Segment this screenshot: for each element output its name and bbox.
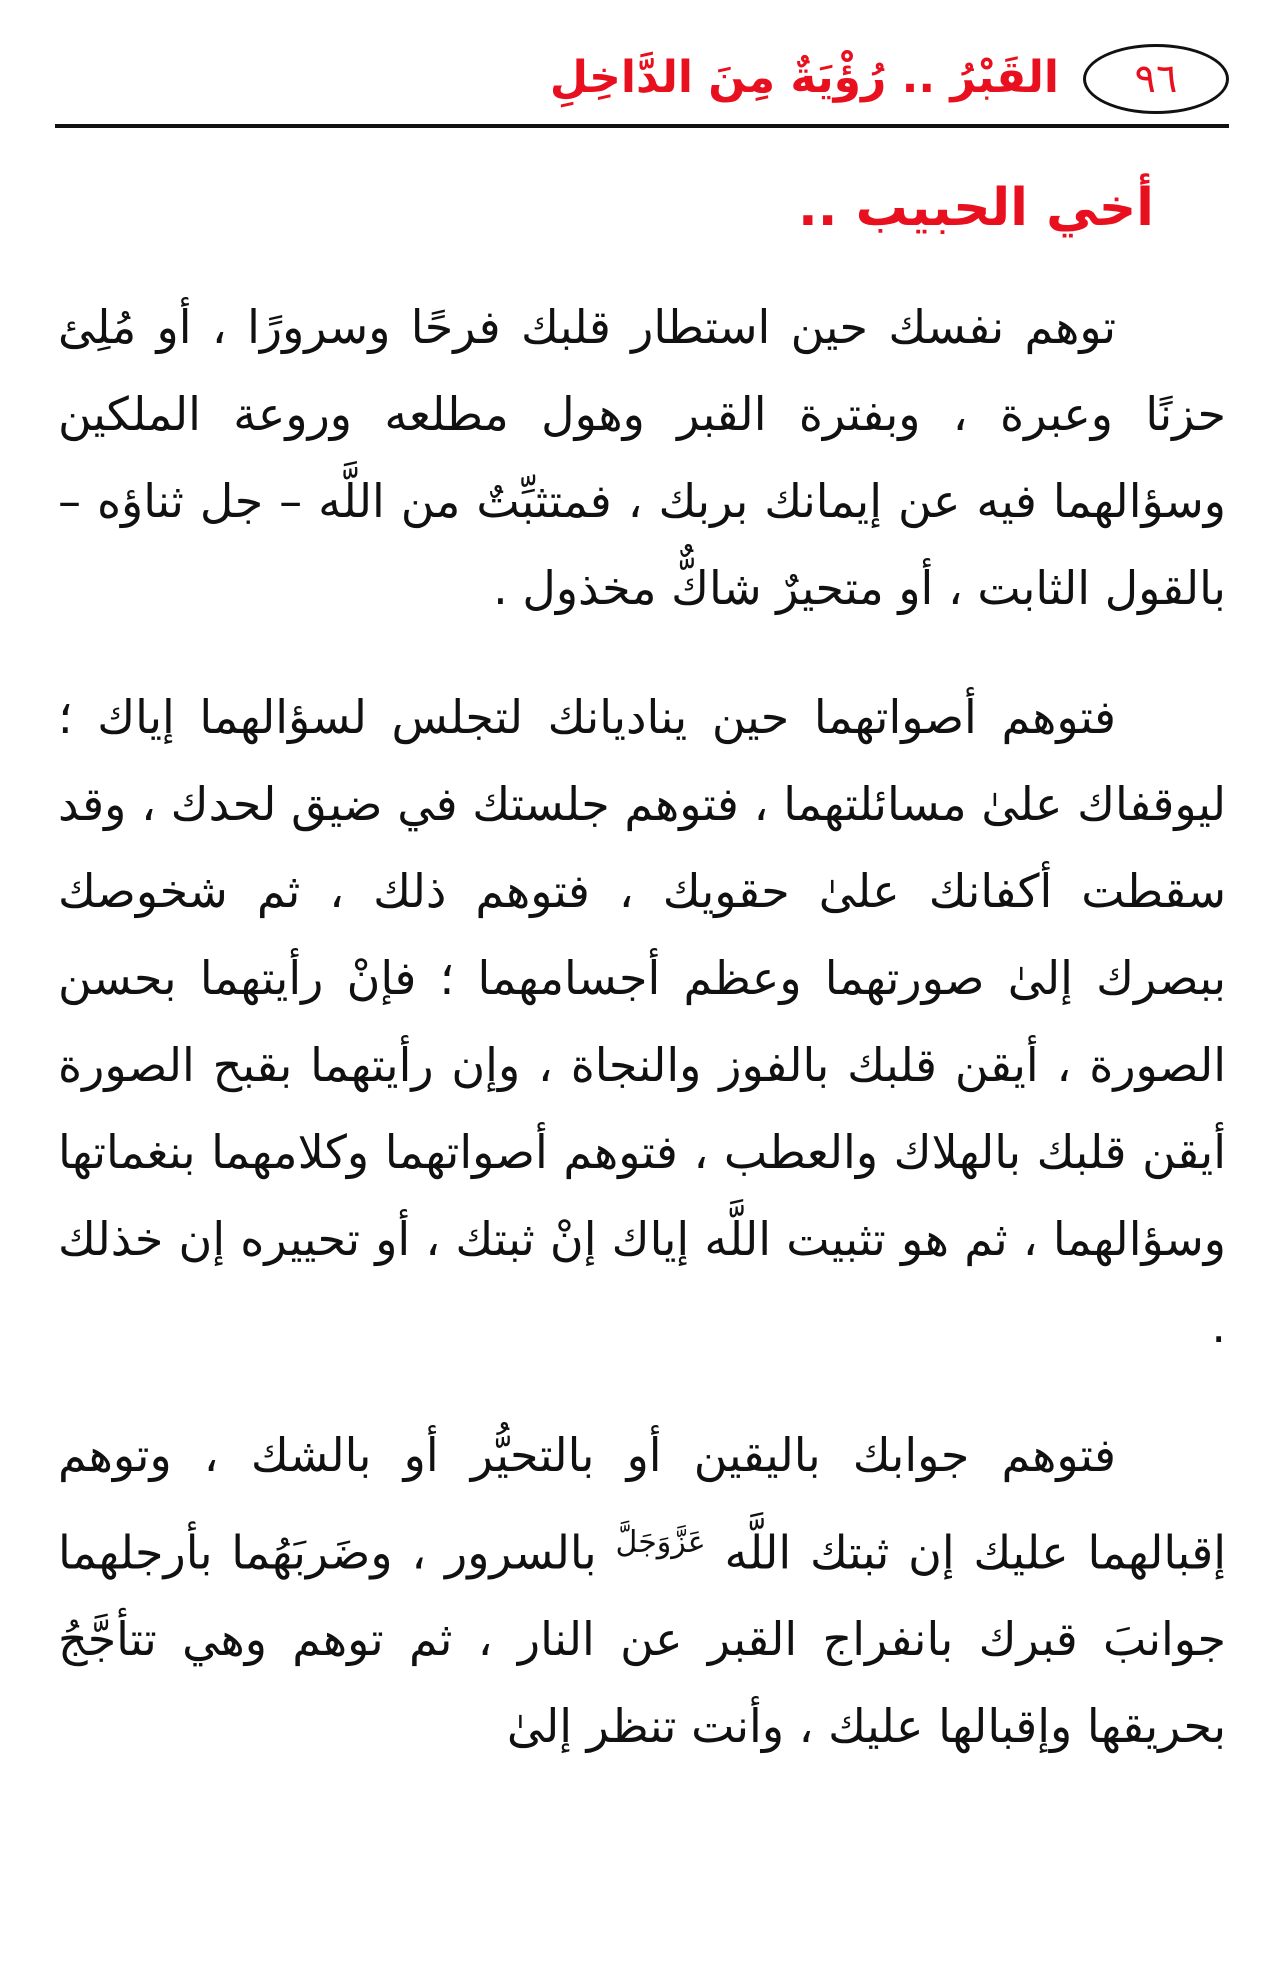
page-number [1083, 44, 1229, 114]
paragraph-1: توهم نفسك حين استطار قلبك فرحًا وسرورًا ، أو مُلِئ حزنًا وعبرة ، وبفترة القبر وهول مطلعه وروعة الملكين وسؤالهما فيه عن إيمانك بربك ، فمتثبِّتٌ من اللَّه – جل ثناؤه – بالقول الثابت ، أو متحيرٌ شاكٌّ مخذول . [58, 300, 1226, 615]
running-title: القَبْرُ .. رُؤْيَةٌ مِنَ الدَّاخِلِ [549, 52, 1059, 103]
paragraph-3-end: بالسرور ، وضَربَهُما بأرجلهما جوانبَ قبرك بانفراج القبر عن النار ، ثم توهم وهي تتأجَّجُ بحريقها وإقبالها عليك ، وأنت تنظر إلىٰ [58, 1525, 1226, 1754]
paragraph-3 [58, 1412, 1226, 1770]
body-text [58, 284, 1226, 1812]
page-header [55, 38, 1229, 128]
page-number-text: ٩٦ [1134, 56, 1178, 102]
paragraph-3-start: فتوهم جوابك باليقين أو بالتحيُّر أو بالشك ، وتوهم إقبالهما عليك إن ثبتك اللَّه [58, 1428, 1227, 1580]
honorific-glyph: عَزَّوَجَلَّ [615, 1525, 706, 1560]
section-heading: أخي الحبيب .. [798, 178, 1154, 238]
paragraph-2: فتوهم أصواتهما حين يناديانك لتجلس لسؤالهما إياك ؛ ليوقفاك علىٰ مسائلتهما ، فتوهم جلستك في ضيق لحدك ، وقد سقطت أكفانك علىٰ حقويك ، فتوهم ذلك ، ثم شخوصك ببصرك إلىٰ صورتهما وعظم أجسامهما ؛ فإنْ رأيتهما بحسن الصورة ، أيقن قلبك بالفوز والنجاة ، وإن رأيتهما بقبح الصورة أيقن قلبك بالهلاك والعطب ، فتوهم أصواتهما وكلامهما بنغماتها وسؤالهما ، ثم هو تثبيت اللَّه إياك إنْ ثبتك ، أو تحييره إن خذلك . [58, 690, 1226, 1353]
